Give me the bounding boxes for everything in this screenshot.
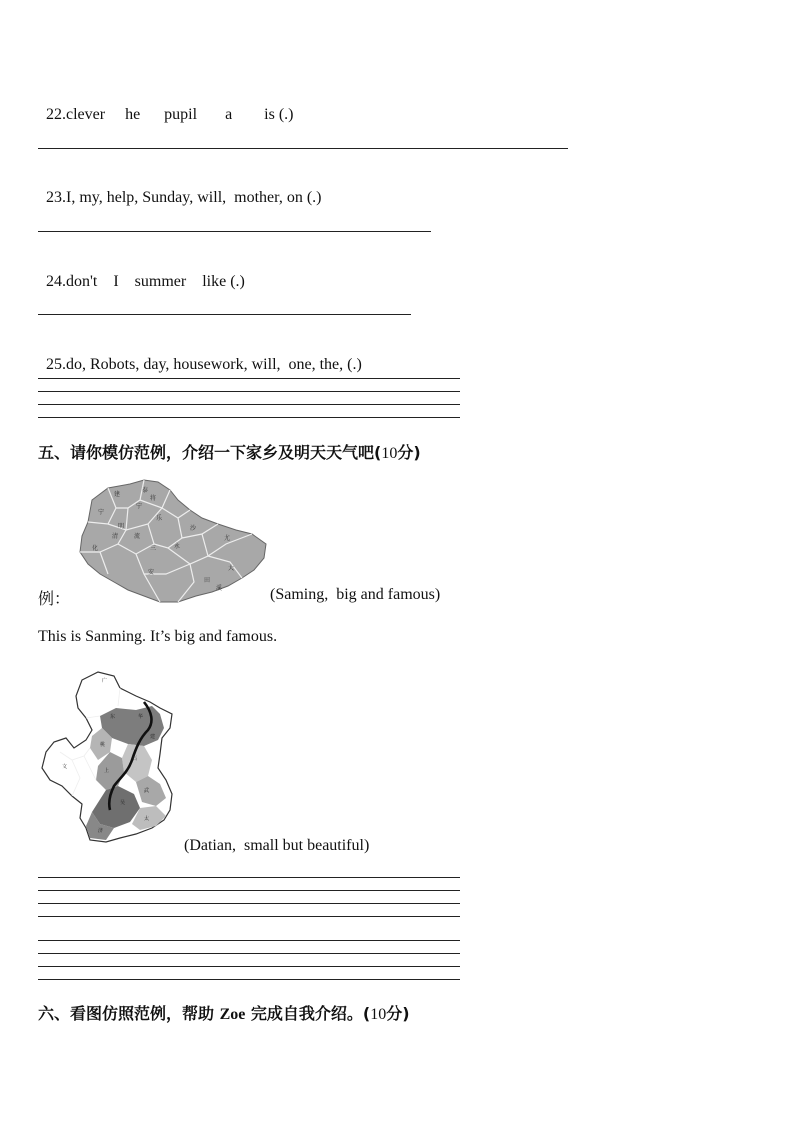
question-23 bbox=[38, 171, 321, 207]
map-label: 尤 bbox=[224, 535, 231, 542]
question-number: 22. bbox=[46, 106, 66, 123]
map-label: 将 bbox=[150, 495, 157, 502]
map-label: 济 bbox=[98, 828, 104, 834]
question-number: 24. bbox=[46, 273, 66, 290]
question-text: I, my, help, Sunday, will, mother, on (.) bbox=[66, 189, 322, 206]
question-25 bbox=[38, 338, 362, 374]
map-label: 永 bbox=[174, 543, 181, 550]
map-label: 吴 bbox=[120, 800, 126, 806]
heading-name: Zoe bbox=[219, 1006, 246, 1023]
map-label: 沙 bbox=[190, 525, 197, 532]
map-label: 武 bbox=[144, 788, 150, 794]
map-label: 明 bbox=[118, 523, 125, 530]
heading-score: 10 bbox=[381, 445, 398, 462]
question-number: 23. bbox=[46, 189, 66, 206]
map-label: 田 bbox=[204, 577, 211, 584]
question-text: clever he pupil a is (.) bbox=[66, 106, 294, 123]
map-label: 石 bbox=[132, 756, 138, 762]
writing-line[interactable] bbox=[38, 378, 460, 379]
map-label: 宁 bbox=[136, 503, 143, 510]
writing-line[interactable] bbox=[38, 966, 460, 967]
heading-text-end: 分) bbox=[397, 443, 421, 462]
answer-line-24[interactable] bbox=[38, 314, 411, 315]
sanming-map-image bbox=[78, 478, 270, 604]
map-label: 三 bbox=[150, 545, 157, 552]
question-text: do, Robots, day, housework, will, one, the, (.) bbox=[66, 356, 362, 373]
example-caption: (Saming, big and famous) bbox=[270, 586, 441, 603]
section-5-heading bbox=[38, 440, 421, 463]
question-number: 25. bbox=[46, 356, 66, 373]
map-label: 上 bbox=[104, 768, 110, 774]
section-6-heading bbox=[38, 1001, 410, 1024]
map-label: 安 bbox=[148, 569, 155, 576]
task-caption: (Datian, small but beautiful) bbox=[184, 837, 370, 854]
writing-line[interactable] bbox=[38, 417, 460, 418]
map-label: 太 bbox=[144, 816, 150, 822]
map-label: 文 bbox=[62, 764, 68, 770]
map-label: 清 bbox=[112, 533, 119, 540]
heading-score: 10 bbox=[370, 1006, 387, 1023]
map-label: 华 bbox=[138, 714, 144, 720]
map-outline bbox=[80, 480, 266, 602]
writing-line[interactable] bbox=[38, 916, 460, 917]
writing-line[interactable] bbox=[38, 903, 460, 904]
map-label: 化 bbox=[92, 545, 99, 552]
map-label: 流 bbox=[134, 533, 141, 540]
map-label: 溪 bbox=[216, 585, 223, 592]
datian-map-image bbox=[40, 668, 180, 850]
map-label: 桃 bbox=[100, 742, 106, 748]
map-label: 东 bbox=[110, 714, 116, 720]
map-label: 宁 bbox=[98, 509, 105, 516]
heading-text: 五、请你模仿范例，介绍一下家乡及明天天气吧( bbox=[38, 443, 382, 462]
map-label: 建 bbox=[114, 491, 121, 498]
answer-line-22[interactable] bbox=[38, 148, 568, 149]
answer-line-23[interactable] bbox=[38, 231, 431, 232]
writing-line[interactable] bbox=[38, 877, 460, 878]
map-label: 乐 bbox=[156, 515, 163, 522]
writing-line[interactable] bbox=[38, 979, 460, 980]
map-label: 广 bbox=[102, 678, 108, 684]
heading-text: 六、看图仿照范例，帮助 bbox=[38, 1004, 220, 1023]
heading-text-end: 分) bbox=[386, 1004, 410, 1023]
writing-line[interactable] bbox=[38, 404, 460, 405]
writing-line[interactable] bbox=[38, 391, 460, 392]
question-text: don't I summer like (.) bbox=[66, 273, 245, 290]
writing-line[interactable] bbox=[38, 890, 460, 891]
writing-line[interactable] bbox=[38, 953, 460, 954]
heading-text-middle: 完成自我介绍。( bbox=[245, 1004, 371, 1023]
question-24 bbox=[38, 255, 245, 291]
writing-line[interactable] bbox=[38, 940, 460, 941]
map-label: 泰 bbox=[142, 487, 149, 494]
map-label: 建 bbox=[150, 734, 156, 740]
example-sentence: This is Sanming. It’s big and famous. bbox=[38, 628, 278, 645]
question-22 bbox=[38, 88, 294, 124]
example-label: 例： bbox=[38, 589, 71, 608]
map-label: 大 bbox=[228, 565, 235, 572]
